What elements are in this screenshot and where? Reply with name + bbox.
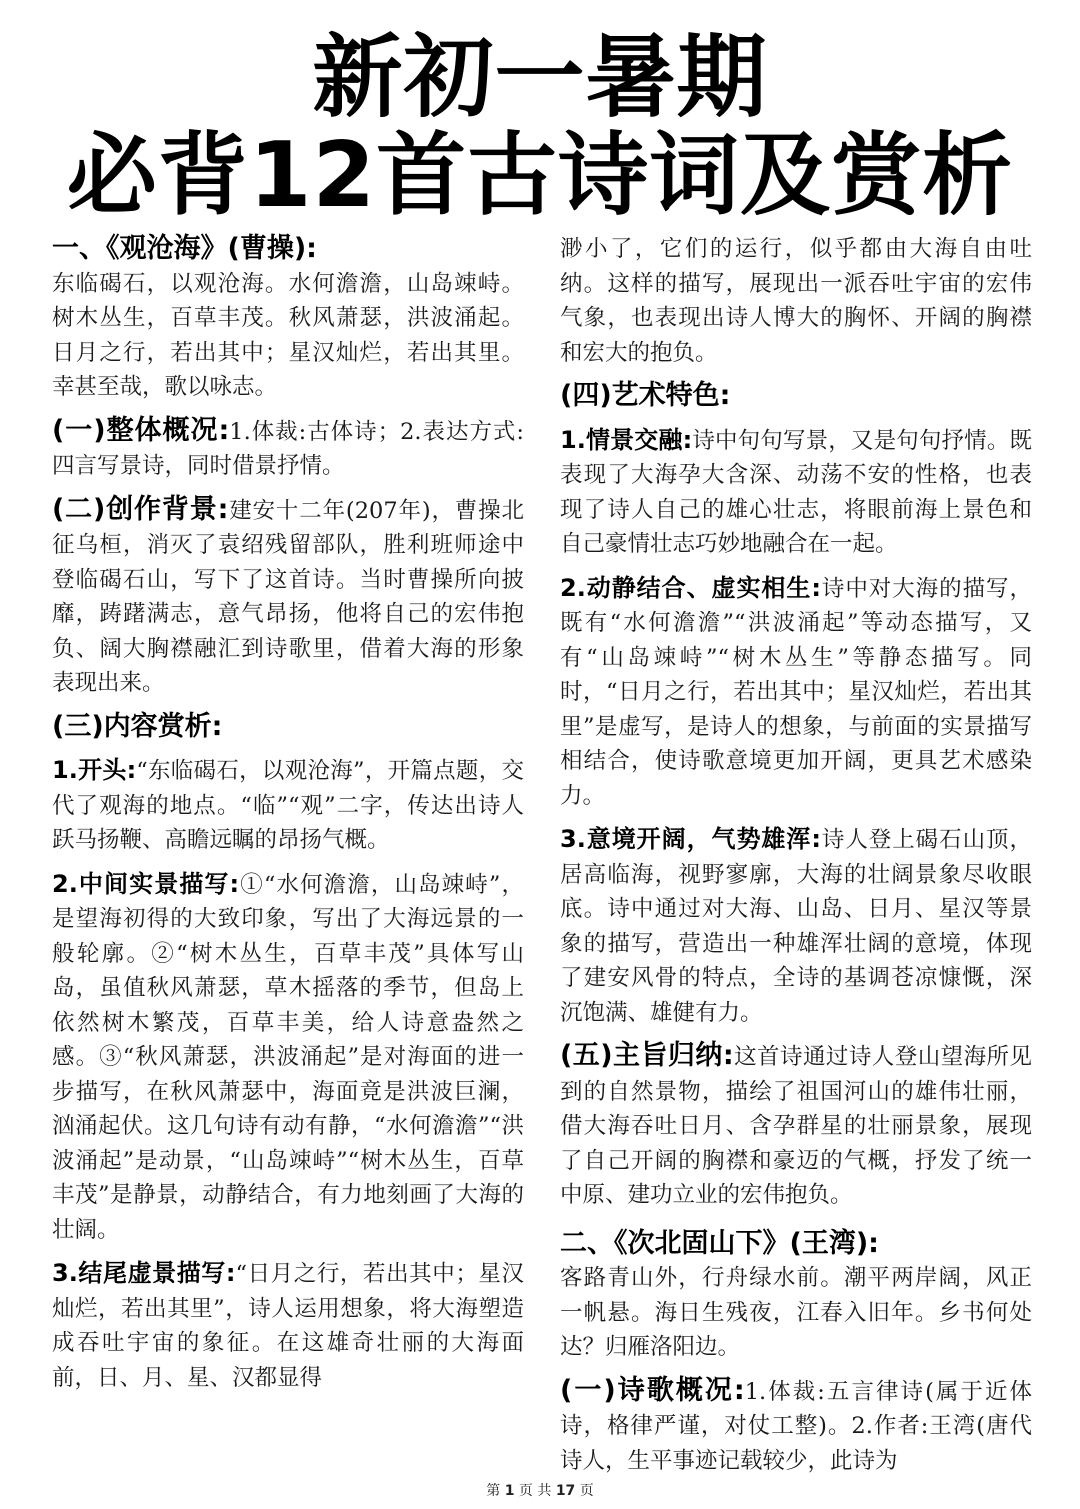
overview-text: 1.体裁:古体诗；2.表达方式:四言写景诗，同时借景抒情。 [52, 418, 524, 479]
opening-label: 1.开头: [52, 756, 137, 784]
feature-2-label: 2.动静结合、虚实相生: [560, 573, 821, 602]
continued-text: 渺小了，它们的运行，似乎都由大海自由吐纳。这样的描写，展现出一派吞吐宇宙的宏伟气象，也表现出诗人博大的胸怀、开阔的胸襟和宏大的抱负。 [560, 236, 1032, 366]
opening-text: “东临碣石，以观沧海”，开篇点题，交代了观海的地点。“临”“观”二字，传达出诗人跃马扬鞭、高瞻远瞩的昂扬气概。 [52, 758, 524, 853]
footer-mid: 页 共 [518, 1483, 552, 1499]
poem-2-overview-label: (一)诗歌概况: [560, 1374, 745, 1406]
feature-3-label: 3.意境开阔，气势雄浑: [560, 825, 821, 853]
feature-3-text: 诗人登上碣石山顶，居高临海，视野寥廓，大海的壮阔景象尽收眼底。诗中通过对大海、山岛、日月、星汉等景象的描写，营造出一种雄浑壮阔的意境，体现了建安风骨的特点，全诗的基调苍凉慷慨，深沉饱满、雄健有力。 [560, 827, 1032, 1026]
middle-paragraph [52, 867, 524, 1248]
middle-text: ①“水何澹澹，山岛竦峙”，是望海初得的大致印象，写出了大海远景的一般轮廓。②“树木丛生，百草丰茂”具体写山岛，虽值秋风萧瑟，草木摇落的季节，但岛上依然树木繁茂，百草丰美，给人诗意盎然之感。③“秋风萧瑟，洪波涌起”是对海面的进一步描写，在秋风萧瑟中，海面竟是洪波巨澜，汹涌起伏。这几句诗有动有静，“水何澹澹”“洪波涌起”是动景，“山岛竦峙”“树木丛生，百草丰茂”是静景，动静结合，有力地刻画了大海的壮阔。 [52, 871, 524, 1243]
feature-3-paragraph [560, 822, 1032, 1030]
footer-post: 页 [579, 1483, 594, 1499]
left-column [52, 232, 524, 1395]
art-features-heading: (四)艺术特色: [560, 380, 731, 411]
theme-text: 这首诗通过诗人登山望海所见到的自然景物，描绘了祖国河山的雄伟壮丽，借大海吞吐日月、含孕群星的壮丽景象，展现了自己开阔的胸襟和豪迈的气概，抒发了统一中原、建功立业的宏伟抱负。 [560, 1044, 1032, 1208]
overview-paragraph [52, 414, 524, 484]
content-analysis-heading: (三)内容赏析: [52, 710, 223, 742]
page-number: 1 [504, 1483, 515, 1499]
feature-2-text: 诗中对大海的描写，既有“水何澹澹”“洪波涌起”等动态描写，又有“山岛竦峙”“树木丛生”等静态描写。同时，“日月之行，若出其中；星汉灿烂，若出其里”是虚写，是诗人的想象，与前面的实景描写相结合，使诗歌意境更加开阔，更具艺术感染力。 [560, 575, 1032, 809]
poem-2-text: 客路青山外，行舟绿水前。潮平两岸阔，风正一帆悬。海日生残夜，江春入旧年。乡书何处达？归雁洛阳边。 [560, 1265, 1032, 1360]
page-footer [0, 1482, 1080, 1500]
footer-pre: 第 [486, 1483, 501, 1499]
middle-label: 2.中间实景描写: [52, 869, 240, 898]
page-title-line2: 必背12首古诗词及赏析 [66, 123, 1014, 228]
section-2-heading: 二、《次北固山下》(王湾): [560, 1227, 879, 1259]
ending-label: 3.结尾虚景描写: [52, 1259, 236, 1287]
theme-paragraph [560, 1039, 1032, 1213]
feature-1-label: 1.情景交融: [560, 425, 693, 454]
poem-2-overview-paragraph [560, 1374, 1032, 1479]
background-label: (二)创作背景: [52, 493, 229, 525]
right-column [560, 232, 1032, 1478]
opening-paragraph [52, 753, 524, 858]
feature-2-paragraph [560, 571, 1032, 814]
ending-paragraph [52, 1256, 524, 1395]
ending-text: “日月之行，若出其中；星汉灿烂，若出其里”，诗人运用想象，将大海塑造成吞吐宇宙的象征。在这雄奇壮丽的大海面前，日、月、星、汉都显得 [52, 1261, 524, 1391]
background-paragraph [52, 493, 524, 701]
page-total: 17 [555, 1483, 576, 1499]
feature-1-text: 诗中句句写景，又是句句抒情。既表现了大海孕大含深、动荡不安的性格，也表现了诗人自己的雄心壮志，将眼前海上景色和自己豪情壮志巧妙地融合在一起。 [560, 427, 1032, 557]
poem-2-overview-text: 1.体裁:五言律诗(属于近体诗，格律严谨，对仗工整)。2.作者:王湾(唐代诗人，生平事迹记载较少，此诗为 [560, 1378, 1032, 1474]
overview-label: (一)整体概况: [52, 414, 230, 446]
page-title-line1: 新初一暑期 [312, 25, 768, 130]
theme-label: (五)主旨归纳: [560, 1040, 734, 1071]
background-text: 建安十二年(207年)，曹操北征乌桓，消灭了袁绍残留部队，胜利班师途中登临碣石山，写下了这首诗。当时曹操所向披靡，踌躇满志，意气昂扬，他将自己的宏伟抱负、阔大胸襟融汇到诗歌里，借着大海的形象表现出来。 [52, 497, 524, 696]
poem-1-text: 东临碣石，以观沧海。水何澹澹，山岛竦峙。树木丛生，百草丰茂。秋风萧瑟，洪波涌起。日月之行，若出其中；星汉灿烂，若出其里。幸甚至哉，歌以咏志。 [52, 270, 524, 400]
feature-1-paragraph [560, 423, 1032, 562]
section-1-heading: 一、《观沧海》(曹操): [52, 233, 317, 264]
